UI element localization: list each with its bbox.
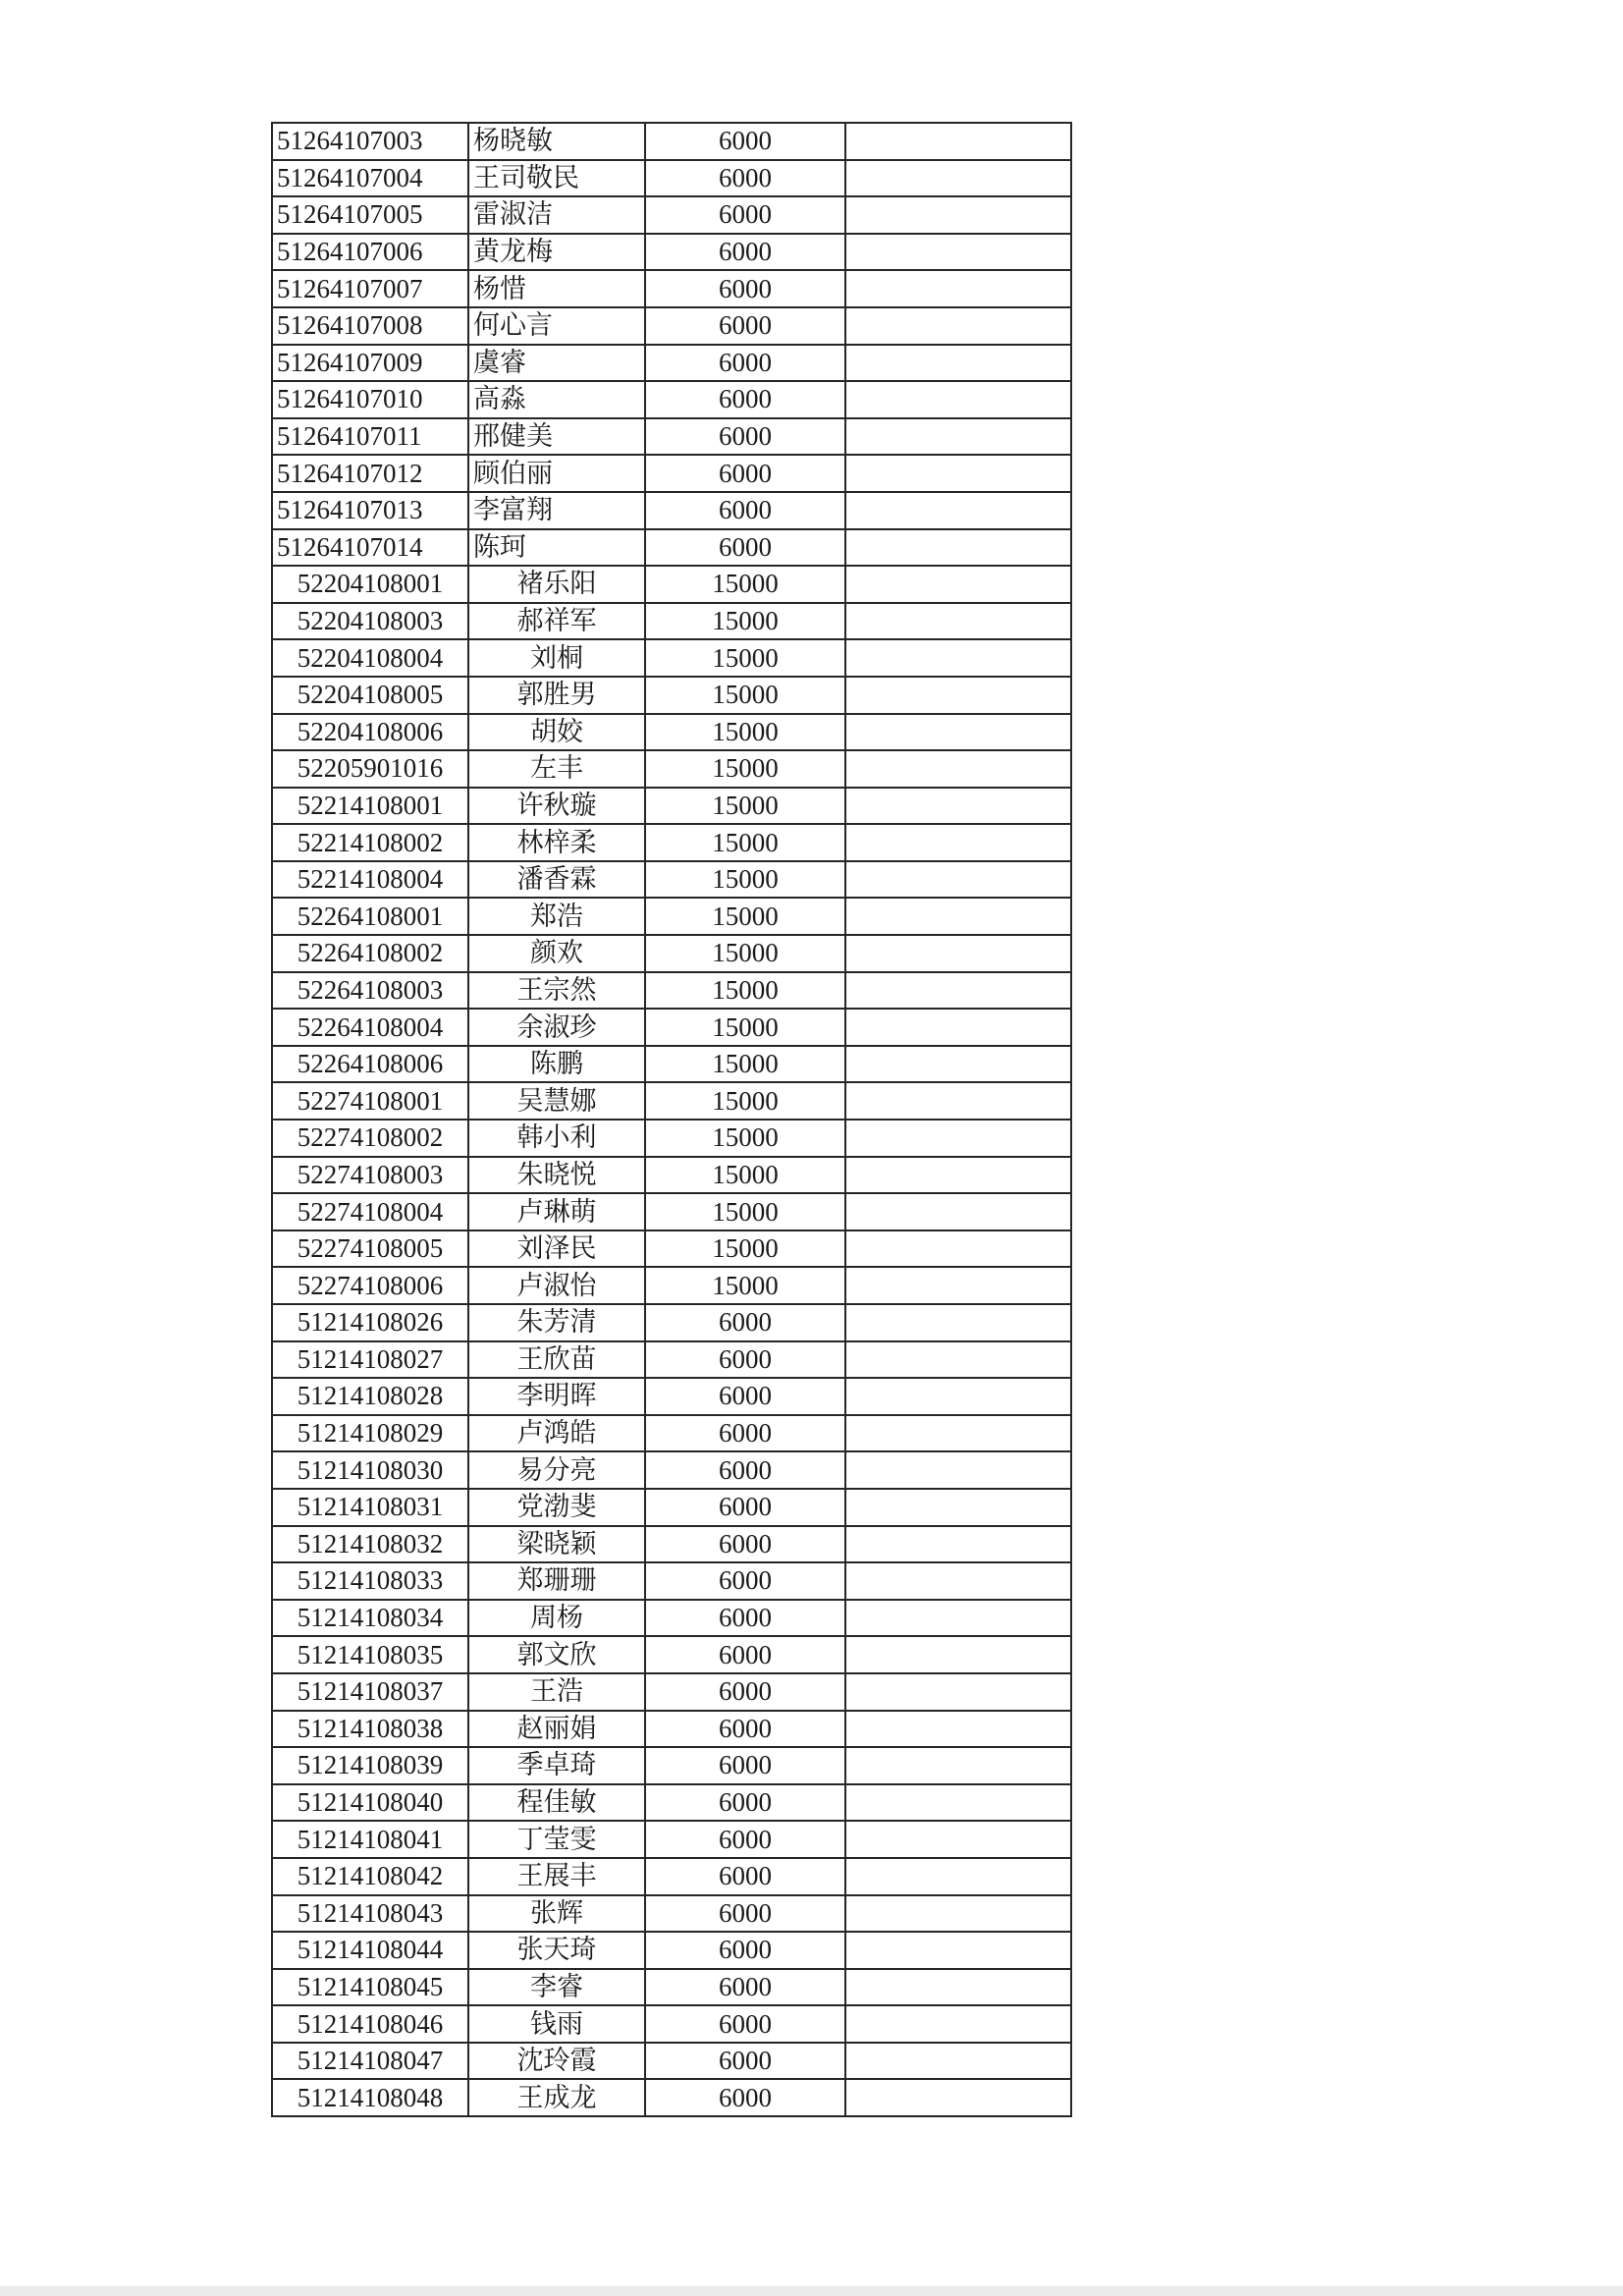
student-name-cell: 褚乐阳 bbox=[468, 566, 645, 603]
note-cell bbox=[845, 1267, 1071, 1304]
table-row bbox=[272, 1711, 1071, 1748]
amount-cell: 6000 bbox=[645, 529, 845, 567]
student-id-cell: 52204108006 bbox=[272, 714, 468, 751]
table-row bbox=[272, 529, 1071, 567]
student-name-cell: 李富翔 bbox=[468, 492, 645, 529]
amount-cell: 15000 bbox=[645, 972, 845, 1010]
amount-cell: 6000 bbox=[645, 455, 845, 492]
student-name-cell: 朱晓悦 bbox=[468, 1157, 645, 1194]
amount-cell: 6000 bbox=[645, 1673, 845, 1711]
student-id-cell: 51214108039 bbox=[272, 1747, 468, 1784]
note-cell bbox=[845, 972, 1071, 1010]
student-name-cell: 郭文欣 bbox=[468, 1636, 645, 1673]
note-cell bbox=[845, 1711, 1071, 1748]
amount-cell: 6000 bbox=[645, 418, 845, 456]
student-id-cell: 52274108004 bbox=[272, 1193, 468, 1230]
table-row bbox=[272, 1489, 1071, 1526]
note-cell bbox=[845, 898, 1071, 935]
student-id-cell: 51214108041 bbox=[272, 1821, 468, 1858]
table-row bbox=[272, 345, 1071, 382]
amount-cell: 6000 bbox=[645, 1636, 845, 1673]
student-name-cell: 赵丽娟 bbox=[468, 1711, 645, 1748]
student-id-cell: 52274108002 bbox=[272, 1120, 468, 1157]
amount-cell: 6000 bbox=[645, 1821, 845, 1858]
note-cell bbox=[845, 714, 1071, 751]
amount-cell: 6000 bbox=[645, 2079, 845, 2116]
student-id-cell: 51264107014 bbox=[272, 529, 468, 567]
amount-cell: 15000 bbox=[645, 750, 845, 788]
student-id-cell: 51214108026 bbox=[272, 1304, 468, 1341]
note-cell bbox=[845, 1673, 1071, 1711]
note-cell bbox=[845, 1193, 1071, 1230]
note-cell bbox=[845, 492, 1071, 529]
table-row bbox=[272, 714, 1071, 751]
table-row bbox=[272, 196, 1071, 234]
amount-cell: 6000 bbox=[645, 270, 845, 307]
student-name-cell: 王欣苗 bbox=[468, 1341, 645, 1379]
student-name-cell: 刘桐 bbox=[468, 639, 645, 677]
amount-cell: 6000 bbox=[645, 1304, 845, 1341]
table-row bbox=[272, 1415, 1071, 1452]
student-id-cell: 52214108004 bbox=[272, 861, 468, 899]
amount-cell: 15000 bbox=[645, 1267, 845, 1304]
table-row bbox=[272, 381, 1071, 418]
note-cell bbox=[845, 160, 1071, 197]
note-cell bbox=[845, 1562, 1071, 1600]
note-cell bbox=[845, 566, 1071, 603]
amount-cell: 6000 bbox=[645, 381, 845, 418]
amount-cell: 6000 bbox=[645, 1784, 845, 1822]
amount-cell: 6000 bbox=[645, 234, 845, 271]
note-cell bbox=[845, 2005, 1071, 2043]
student-name-cell: 高淼 bbox=[468, 381, 645, 418]
note-cell bbox=[845, 270, 1071, 307]
student-id-cell: 52274108003 bbox=[272, 1157, 468, 1194]
table-row bbox=[272, 677, 1071, 714]
student-name-cell: 杨晓敏 bbox=[468, 123, 645, 160]
student-name-cell: 郑浩 bbox=[468, 898, 645, 935]
amount-cell: 6000 bbox=[645, 1489, 845, 1526]
note-cell bbox=[845, 1451, 1071, 1489]
note-cell bbox=[845, 824, 1071, 861]
student-name-cell: 卢淑怡 bbox=[468, 1267, 645, 1304]
student-name-cell: 沈玲霞 bbox=[468, 2043, 645, 2080]
table-row bbox=[272, 1230, 1071, 1268]
student-name-cell: 梁晓颖 bbox=[468, 1526, 645, 1563]
note-cell bbox=[845, 2079, 1071, 2116]
note-cell bbox=[845, 1747, 1071, 1784]
note-cell bbox=[845, 1230, 1071, 1268]
student-id-cell: 51264107009 bbox=[272, 345, 468, 382]
amount-cell: 15000 bbox=[645, 714, 845, 751]
note-cell bbox=[845, 1046, 1071, 1083]
table-row bbox=[272, 2043, 1071, 2080]
note-cell bbox=[845, 2043, 1071, 2080]
table-body bbox=[272, 123, 1071, 2116]
student-name-cell: 陈珂 bbox=[468, 529, 645, 567]
student-id-cell: 52264108001 bbox=[272, 898, 468, 935]
note-cell bbox=[845, 1082, 1071, 1120]
student-id-cell: 51214108028 bbox=[272, 1378, 468, 1415]
amount-cell: 6000 bbox=[645, 307, 845, 345]
note-cell bbox=[845, 1636, 1071, 1673]
table-row bbox=[272, 788, 1071, 825]
student-name-cell: 丁莹雯 bbox=[468, 1821, 645, 1858]
table-row bbox=[272, 1193, 1071, 1230]
table-row bbox=[272, 1120, 1071, 1157]
student-name-cell: 周杨 bbox=[468, 1600, 645, 1637]
note-cell bbox=[845, 345, 1071, 382]
note-cell bbox=[845, 1120, 1071, 1157]
note-cell bbox=[845, 307, 1071, 345]
student-id-cell: 51214108047 bbox=[272, 2043, 468, 2080]
student-id-cell: 51214108043 bbox=[272, 1895, 468, 1933]
amount-cell: 6000 bbox=[645, 2005, 845, 2043]
student-id-cell: 51264107011 bbox=[272, 418, 468, 456]
table-row bbox=[272, 1082, 1071, 1120]
table-row bbox=[272, 1821, 1071, 1858]
student-id-cell: 51214108035 bbox=[272, 1636, 468, 1673]
student-id-cell: 51214108044 bbox=[272, 1932, 468, 1969]
student-id-cell: 51214108032 bbox=[272, 1526, 468, 1563]
table-row bbox=[272, 1009, 1071, 1046]
student-name-cell: 刘泽民 bbox=[468, 1230, 645, 1268]
student-name-cell: 陈鹏 bbox=[468, 1046, 645, 1083]
table-row bbox=[272, 861, 1071, 899]
table-row bbox=[272, 270, 1071, 307]
student-name-cell: 胡姣 bbox=[468, 714, 645, 751]
student-id-cell: 52204108004 bbox=[272, 639, 468, 677]
amount-cell: 15000 bbox=[645, 1120, 845, 1157]
student-id-cell: 51214108030 bbox=[272, 1451, 468, 1489]
table-row bbox=[272, 935, 1071, 972]
student-name-cell: 张辉 bbox=[468, 1895, 645, 1933]
amount-cell: 6000 bbox=[645, 1526, 845, 1563]
student-id-cell: 52274108001 bbox=[272, 1082, 468, 1120]
amount-cell: 15000 bbox=[645, 861, 845, 899]
table-row bbox=[272, 898, 1071, 935]
student-name-cell: 郝祥军 bbox=[468, 603, 645, 640]
student-name-cell: 程佳敏 bbox=[468, 1784, 645, 1822]
amount-cell: 6000 bbox=[645, 1562, 845, 1600]
table-row bbox=[272, 2005, 1071, 2043]
amount-cell: 6000 bbox=[645, 196, 845, 234]
note-cell bbox=[845, 418, 1071, 456]
student-id-cell: 51264107008 bbox=[272, 307, 468, 345]
table-row bbox=[272, 418, 1071, 456]
student-id-cell: 51214108034 bbox=[272, 1600, 468, 1637]
student-name-cell: 钱雨 bbox=[468, 2005, 645, 2043]
amount-cell: 6000 bbox=[645, 345, 845, 382]
note-cell bbox=[845, 603, 1071, 640]
student-id-cell: 51264107010 bbox=[272, 381, 468, 418]
student-id-cell: 51214108031 bbox=[272, 1489, 468, 1526]
student-name-cell: 顾伯丽 bbox=[468, 455, 645, 492]
amount-cell: 6000 bbox=[645, 123, 845, 160]
student-id-cell: 51214108046 bbox=[272, 2005, 468, 2043]
amount-cell: 15000 bbox=[645, 898, 845, 935]
table-row bbox=[272, 1562, 1071, 1600]
amount-cell: 6000 bbox=[645, 492, 845, 529]
amount-cell: 6000 bbox=[645, 1895, 845, 1933]
table-row bbox=[272, 566, 1071, 603]
student-name-cell: 何心言 bbox=[468, 307, 645, 345]
amount-cell: 6000 bbox=[645, 2043, 845, 2080]
amount-cell: 15000 bbox=[645, 566, 845, 603]
table-row bbox=[272, 1969, 1071, 2006]
student-name-cell: 张天琦 bbox=[468, 1932, 645, 1969]
student-id-cell: 51214108027 bbox=[272, 1341, 468, 1379]
table-row bbox=[272, 1858, 1071, 1895]
note-cell bbox=[845, 196, 1071, 234]
note-cell bbox=[845, 1157, 1071, 1194]
note-cell bbox=[845, 750, 1071, 788]
student-id-cell: 52205901016 bbox=[272, 750, 468, 788]
amount-cell: 6000 bbox=[645, 160, 845, 197]
table-row bbox=[272, 1784, 1071, 1822]
student-id-cell: 51214108037 bbox=[272, 1673, 468, 1711]
note-cell bbox=[845, 1341, 1071, 1379]
table-row bbox=[272, 1451, 1071, 1489]
table-row bbox=[272, 1747, 1071, 1784]
table-row bbox=[272, 455, 1071, 492]
note-cell bbox=[845, 1821, 1071, 1858]
note-cell bbox=[845, 1932, 1071, 1969]
student-id-cell: 52214108001 bbox=[272, 788, 468, 825]
note-cell bbox=[845, 1784, 1071, 1822]
amount-cell: 15000 bbox=[645, 1046, 845, 1083]
amount-cell: 15000 bbox=[645, 677, 845, 714]
student-name-cell: 林梓柔 bbox=[468, 824, 645, 861]
table-row bbox=[272, 1157, 1071, 1194]
student-name-cell: 雷淑洁 bbox=[468, 196, 645, 234]
note-cell bbox=[845, 529, 1071, 567]
note-cell bbox=[845, 1858, 1071, 1895]
student-name-cell: 李睿 bbox=[468, 1969, 645, 2006]
student-id-cell: 52204108003 bbox=[272, 603, 468, 640]
table-row bbox=[272, 1046, 1071, 1083]
student-name-cell: 黄龙梅 bbox=[468, 234, 645, 271]
student-id-cell: 52204108005 bbox=[272, 677, 468, 714]
student-id-cell: 52264108003 bbox=[272, 972, 468, 1010]
student-id-cell: 51214108048 bbox=[272, 2079, 468, 2116]
note-cell bbox=[845, 455, 1071, 492]
table-row bbox=[272, 1526, 1071, 1563]
student-name-cell: 王浩 bbox=[468, 1673, 645, 1711]
note-cell bbox=[845, 1489, 1071, 1526]
amount-cell: 6000 bbox=[645, 1747, 845, 1784]
student-name-cell: 吴慧娜 bbox=[468, 1082, 645, 1120]
note-cell bbox=[845, 1895, 1071, 1933]
table-row bbox=[272, 123, 1071, 160]
amount-cell: 15000 bbox=[645, 935, 845, 972]
note-cell bbox=[845, 677, 1071, 714]
student-name-cell: 余淑珍 bbox=[468, 1009, 645, 1046]
student-id-cell: 51264107004 bbox=[272, 160, 468, 197]
table-row bbox=[272, 603, 1071, 640]
scholarship-table bbox=[271, 122, 1072, 2117]
amount-cell: 6000 bbox=[645, 1451, 845, 1489]
note-cell bbox=[845, 639, 1071, 677]
student-id-cell: 52274108005 bbox=[272, 1230, 468, 1268]
amount-cell: 6000 bbox=[645, 1932, 845, 1969]
amount-cell: 15000 bbox=[645, 639, 845, 677]
amount-cell: 15000 bbox=[645, 603, 845, 640]
student-name-cell: 韩小利 bbox=[468, 1120, 645, 1157]
table-row bbox=[272, 492, 1071, 529]
amount-cell: 6000 bbox=[645, 1969, 845, 2006]
student-id-cell: 51214108040 bbox=[272, 1784, 468, 1822]
student-id-cell: 52264108006 bbox=[272, 1046, 468, 1083]
note-cell bbox=[845, 1378, 1071, 1415]
amount-cell: 6000 bbox=[645, 1415, 845, 1452]
student-name-cell: 季卓琦 bbox=[468, 1747, 645, 1784]
student-name-cell: 杨惜 bbox=[468, 270, 645, 307]
student-name-cell: 郑珊珊 bbox=[468, 1562, 645, 1600]
student-name-cell: 卢鸿皓 bbox=[468, 1415, 645, 1452]
student-id-cell: 51214108038 bbox=[272, 1711, 468, 1748]
student-name-cell: 卢琳萌 bbox=[468, 1193, 645, 1230]
table-row bbox=[272, 1932, 1071, 1969]
student-name-cell: 颜欢 bbox=[468, 935, 645, 972]
table-row bbox=[272, 750, 1071, 788]
note-cell bbox=[845, 1600, 1071, 1637]
table-row bbox=[272, 1341, 1071, 1379]
note-cell bbox=[845, 234, 1071, 271]
note-cell bbox=[845, 1415, 1071, 1452]
student-id-cell: 51264107013 bbox=[272, 492, 468, 529]
student-id-cell: 51264107006 bbox=[272, 234, 468, 271]
student-id-cell: 51264107005 bbox=[272, 196, 468, 234]
table-row bbox=[272, 1636, 1071, 1673]
note-cell bbox=[845, 1969, 1071, 2006]
student-name-cell: 王宗然 bbox=[468, 972, 645, 1010]
table-row bbox=[272, 1673, 1071, 1711]
student-name-cell: 郭胜男 bbox=[468, 677, 645, 714]
table-row bbox=[272, 972, 1071, 1010]
student-id-cell: 51264107007 bbox=[272, 270, 468, 307]
student-name-cell: 朱芳清 bbox=[468, 1304, 645, 1341]
note-cell bbox=[845, 788, 1071, 825]
student-name-cell: 李明晖 bbox=[468, 1378, 645, 1415]
table-row bbox=[272, 1600, 1071, 1637]
student-name-cell: 党渤斐 bbox=[468, 1489, 645, 1526]
student-id-cell: 52274108006 bbox=[272, 1267, 468, 1304]
note-cell bbox=[845, 123, 1071, 160]
student-id-cell: 52214108002 bbox=[272, 824, 468, 861]
student-id-cell: 52264108004 bbox=[272, 1009, 468, 1046]
table-row bbox=[272, 639, 1071, 677]
amount-cell: 15000 bbox=[645, 1157, 845, 1194]
student-name-cell: 易分亮 bbox=[468, 1451, 645, 1489]
table-row bbox=[272, 2079, 1071, 2116]
amount-cell: 15000 bbox=[645, 824, 845, 861]
amount-cell: 6000 bbox=[645, 1600, 845, 1637]
amount-cell: 15000 bbox=[645, 1193, 845, 1230]
table-row bbox=[272, 234, 1071, 271]
amount-cell: 15000 bbox=[645, 1009, 845, 1046]
student-name-cell: 王展丰 bbox=[468, 1858, 645, 1895]
table-row bbox=[272, 824, 1071, 861]
table-row bbox=[272, 1267, 1071, 1304]
note-cell bbox=[845, 935, 1071, 972]
table-row bbox=[272, 1378, 1071, 1415]
student-id-cell: 51214108033 bbox=[272, 1562, 468, 1600]
scan-bottom-edge bbox=[0, 2286, 1623, 2296]
student-id-cell: 52204108001 bbox=[272, 566, 468, 603]
table-row bbox=[272, 1895, 1071, 1933]
student-name-cell: 左丰 bbox=[468, 750, 645, 788]
note-cell bbox=[845, 1304, 1071, 1341]
note-cell bbox=[845, 1009, 1071, 1046]
student-name-cell: 邢健美 bbox=[468, 418, 645, 456]
amount-cell: 15000 bbox=[645, 1230, 845, 1268]
student-name-cell: 王司敬民 bbox=[468, 160, 645, 197]
student-name-cell: 虞睿 bbox=[468, 345, 645, 382]
student-id-cell: 51214108042 bbox=[272, 1858, 468, 1895]
student-id-cell: 51264107012 bbox=[272, 455, 468, 492]
student-id-cell: 51264107003 bbox=[272, 123, 468, 160]
note-cell bbox=[845, 381, 1071, 418]
student-id-cell: 51214108045 bbox=[272, 1969, 468, 2006]
amount-cell: 6000 bbox=[645, 1711, 845, 1748]
amount-cell: 6000 bbox=[645, 1341, 845, 1379]
student-id-cell: 51214108029 bbox=[272, 1415, 468, 1452]
amount-cell: 15000 bbox=[645, 1082, 845, 1120]
table-row bbox=[272, 1304, 1071, 1341]
amount-cell: 15000 bbox=[645, 788, 845, 825]
table-row bbox=[272, 307, 1071, 345]
amount-cell: 6000 bbox=[645, 1378, 845, 1415]
amount-cell: 6000 bbox=[645, 1858, 845, 1895]
note-cell bbox=[845, 1526, 1071, 1563]
student-name-cell: 潘香霖 bbox=[468, 861, 645, 899]
student-name-cell: 许秋璇 bbox=[468, 788, 645, 825]
table-row bbox=[272, 160, 1071, 197]
note-cell bbox=[845, 861, 1071, 899]
student-name-cell: 王成龙 bbox=[468, 2079, 645, 2116]
student-id-cell: 52264108002 bbox=[272, 935, 468, 972]
